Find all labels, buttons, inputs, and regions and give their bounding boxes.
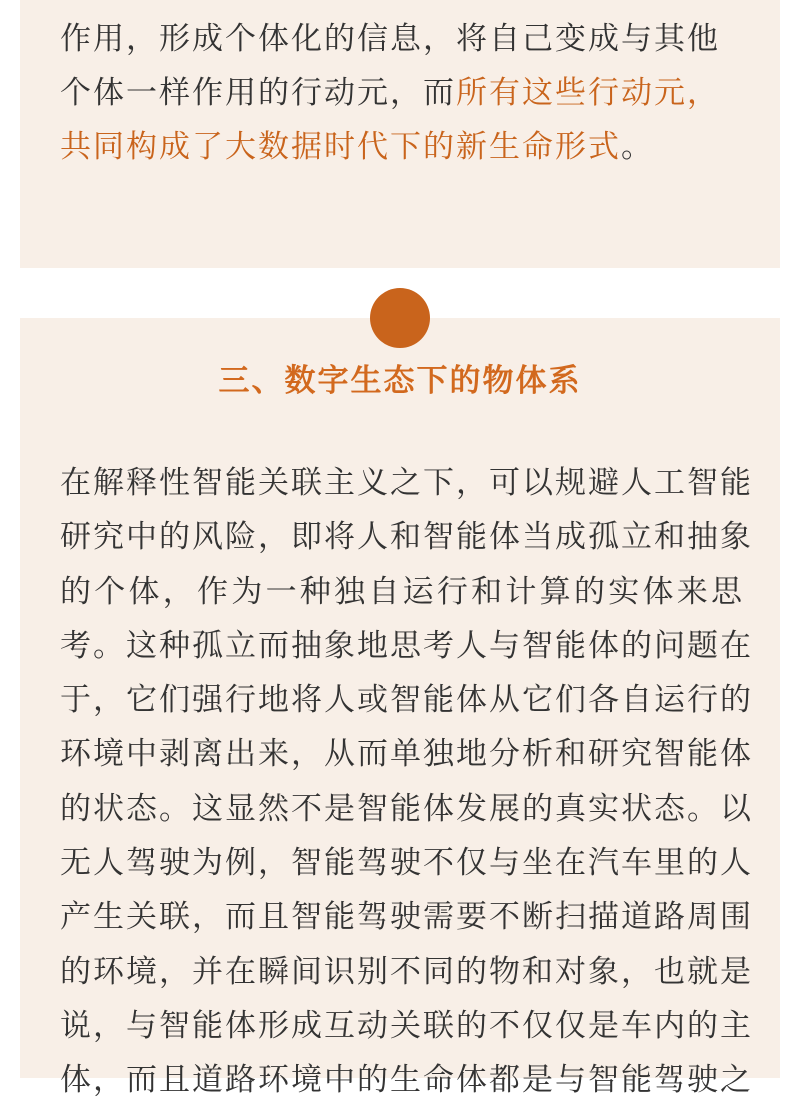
body-line: 考。这种孤立而抽象地思考人与智能体的问题在 [60,627,753,664]
body-paragraph [60,456,753,1108]
quote-line-3-highlight: 共同构成了大数据时代下的新生命形式 [60,129,621,165]
quote-line-2-highlight: 所有这些行动元， [456,75,720,111]
section-title: 三、数字生态下的物体系 [218,363,582,399]
body-line: 的状态。这显然不是智能体发展的真实状态。以 [60,790,753,827]
quote-line-2-text: 个体一样作用的行动元，而 [60,75,456,111]
body-line: 产生关联，而且智能驾驶需要不断扫描道路周围 [60,899,753,936]
quote-paragraph [60,12,740,174]
body-line: 的个体，作为一种独自运行和计算的实体来思 [60,573,744,610]
body-line: 环境中剥离出来，从而单独地分析和研究智能体 [60,736,753,773]
quote-line-1: 作用，形成个体化的信息，将自己变成与其他 [60,21,720,57]
body-line: 的环境，并在瞬间识别不同的物和对象，也就是 [60,953,753,990]
body-line: 在解释性智能关联主义之下，可以规避人工智能 [60,465,753,501]
body-line: 于，它们强行地将人或智能体从它们各自运行的 [60,682,753,719]
body-line: 说，与智能体形成互动关联的不仅仅是车内的主 [60,1007,753,1044]
body-line: 研究中的风险，即将人和智能体当成孤立和抽象 [60,519,753,556]
body-line: 无人驾驶为例，智能驾驶不仅与坐在汽车里的人 [60,845,753,882]
section-circle-icon [370,288,430,348]
quote-line-3-text: 。 [621,129,654,165]
body-line: 体，而且道路环境中的生命体都是与智能驾驶之 [60,1062,753,1099]
